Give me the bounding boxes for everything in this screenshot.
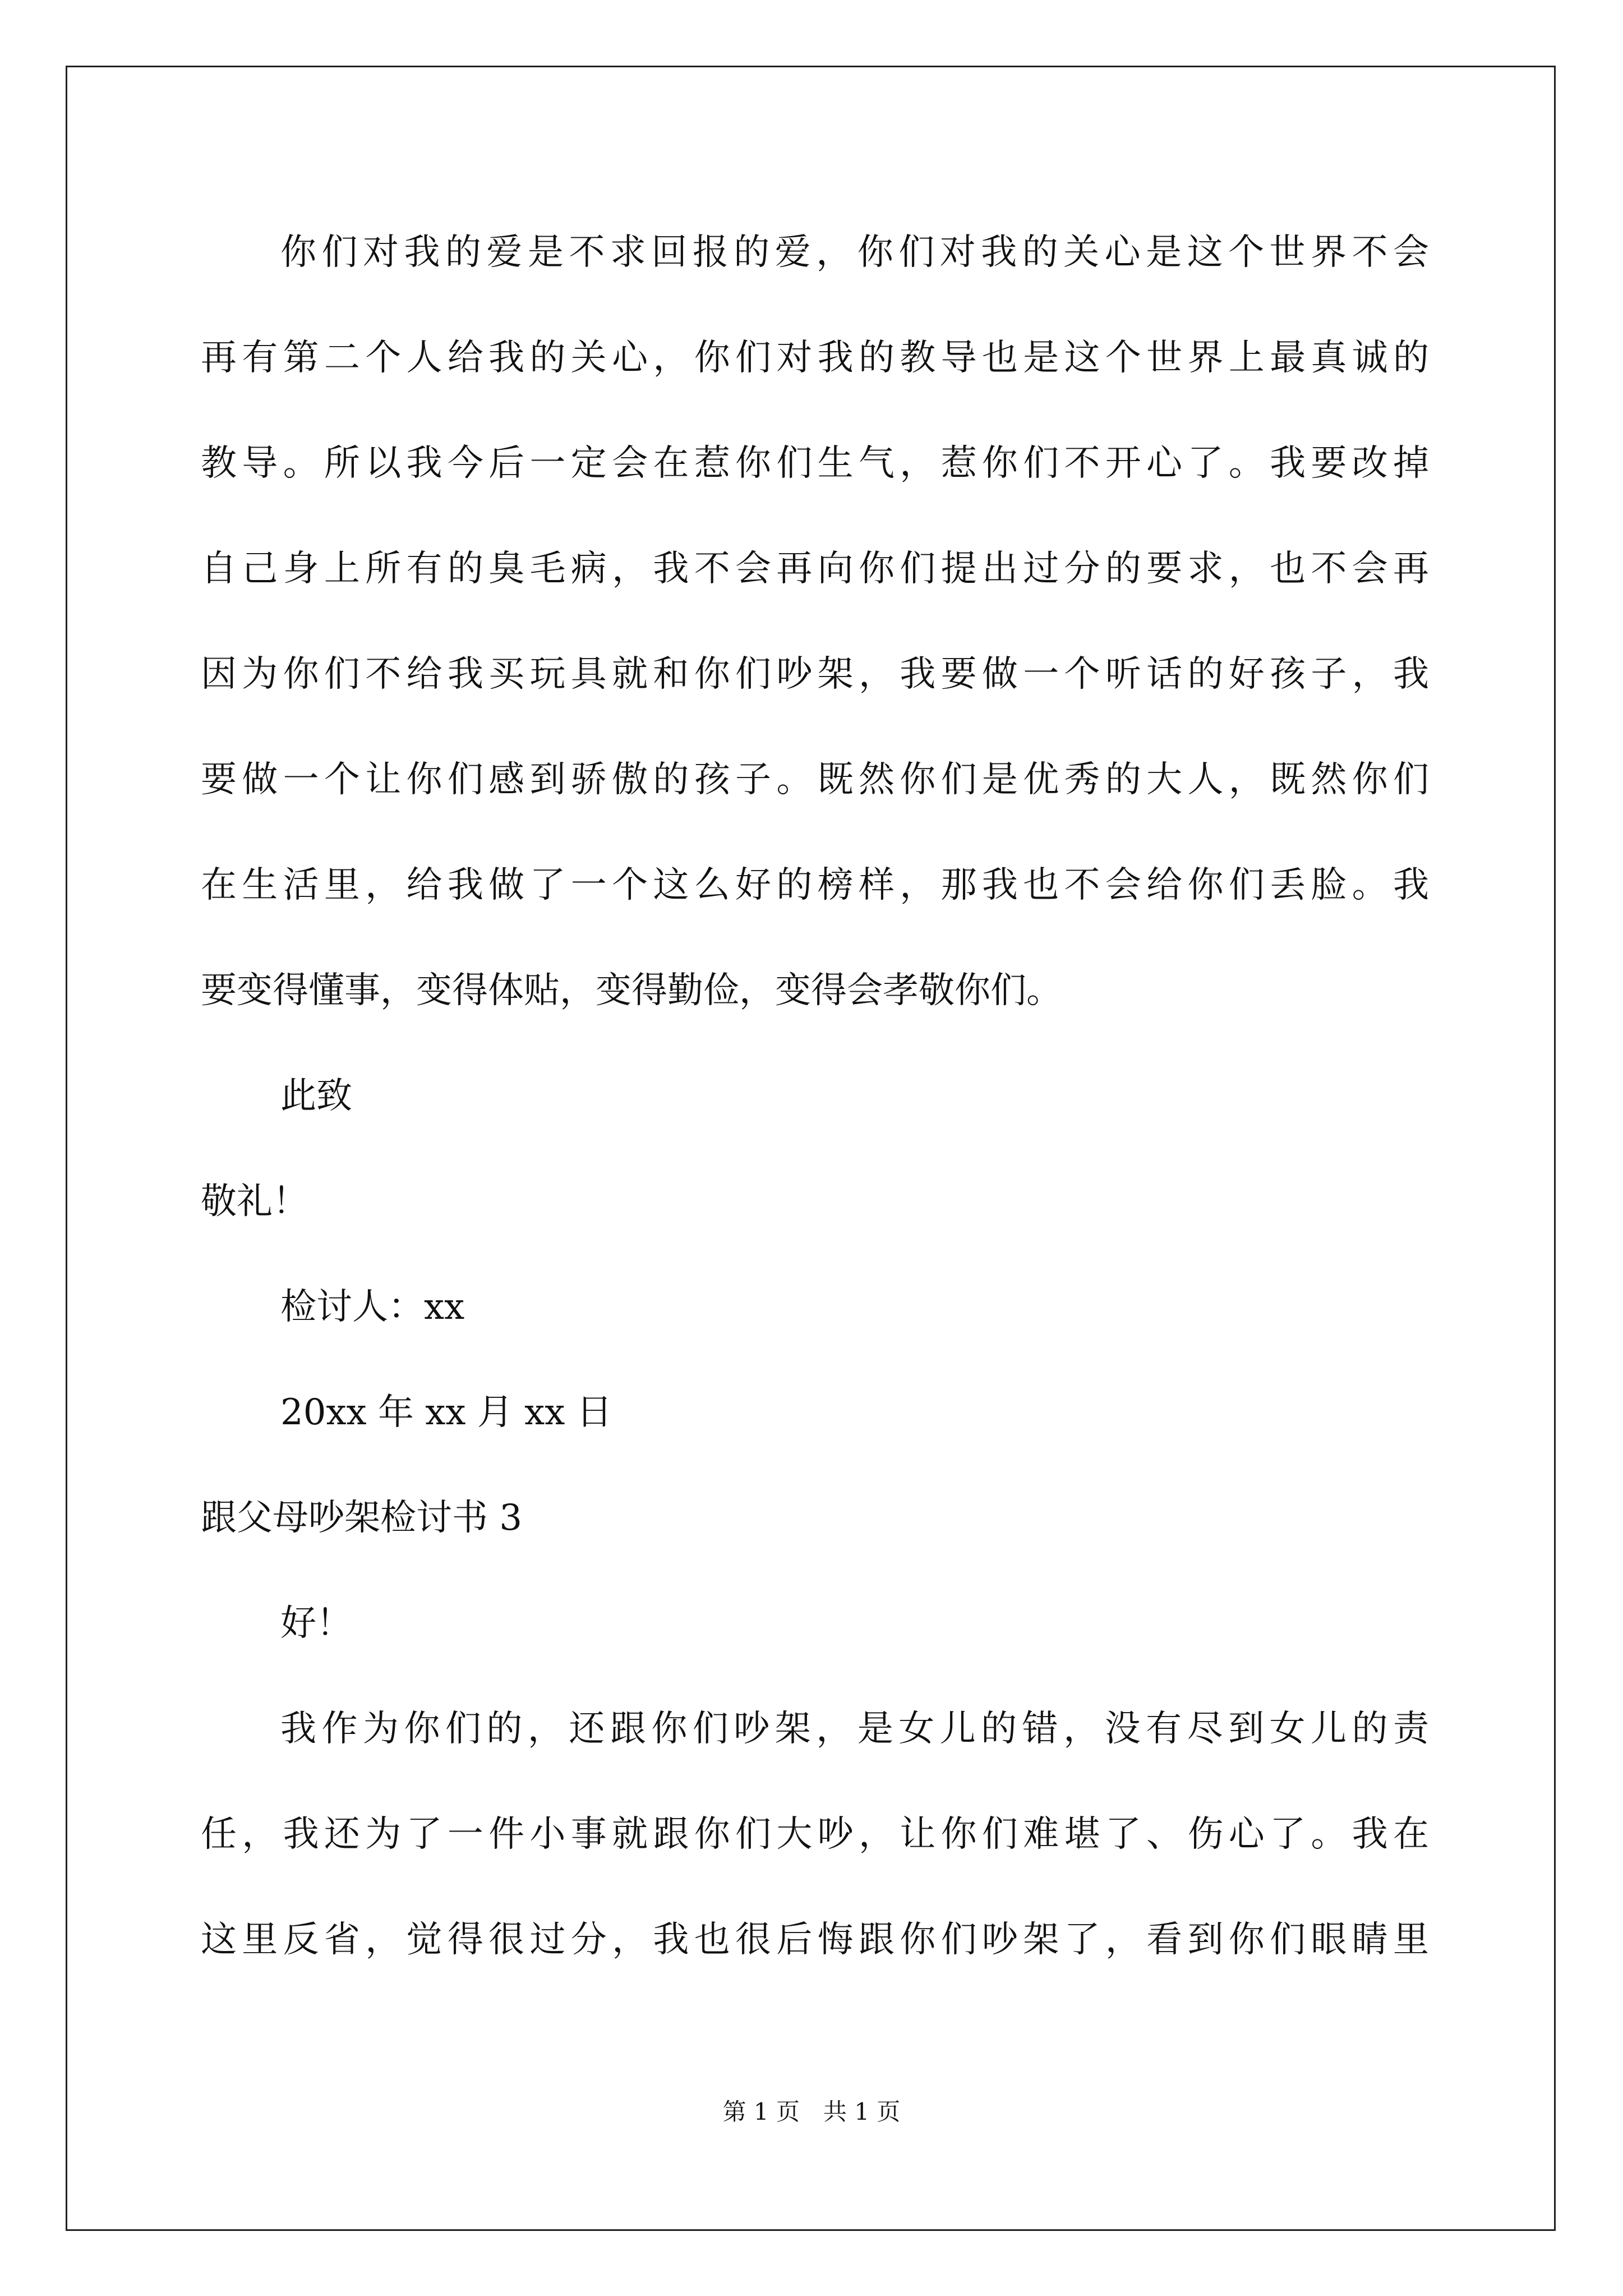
paragraph-line: 我作为你们的，还跟你们吵架，是女儿的错，没有尽到女儿的责 xyxy=(280,1708,1429,1750)
paragraph-line: 教导。所以我今后一定会在惹你们生气，惹你们不开心了。我要改掉 xyxy=(201,443,1429,484)
section-title: 跟父母吵架检讨书 3 xyxy=(201,1497,523,1539)
page-footer: 第 1 页 共 1 页 xyxy=(722,2098,901,2125)
closing-text: 此致 xyxy=(280,1075,352,1117)
paragraph-line: 任，我还为了一件小事就跟你们大吵，让你们难堪了、伤心了。我在 xyxy=(201,1814,1429,1855)
paragraph-line: 再有第二个人给我的关心，你们对我的教导也是这个世界上最真诚的 xyxy=(201,337,1429,379)
paragraph-line: 这里反省，觉得很过分，我也很后悔跟你们吵架了，看到你们眼睛里 xyxy=(201,1919,1429,1961)
paragraph-line: 你们对我的爱是不求回报的爱，你们对我的关心是这个世界不会 xyxy=(280,232,1429,273)
date-text: 20xx 年 xx 月 xx 日 xyxy=(280,1392,612,1433)
signature-text: 检讨人：xx xyxy=(280,1286,465,1328)
salute-text: 敬礼！ xyxy=(201,1181,308,1222)
paragraph-line: 因为你们不给我买玩具就和你们吵架，我要做一个听话的好孩子，我 xyxy=(201,654,1429,695)
document-body xyxy=(201,200,1429,1993)
paragraph-line: 要变得懂事，变得体贴，变得勤俭，变得会孝敬你们。 xyxy=(201,970,1062,1011)
greeting-text: 好！ xyxy=(280,1603,352,1644)
paragraph-line: 要做一个让你们感到骄傲的孩子。既然你们是优秀的大人，既然你们 xyxy=(201,759,1429,800)
paragraph-line: 自己身上所有的臭毛病，我不会再向你们提出过分的要求，也不会再 xyxy=(201,548,1429,590)
paragraph-line: 在生活里，给我做了一个这么好的榜样，那我也不会给你们丢脸。我 xyxy=(201,864,1429,906)
